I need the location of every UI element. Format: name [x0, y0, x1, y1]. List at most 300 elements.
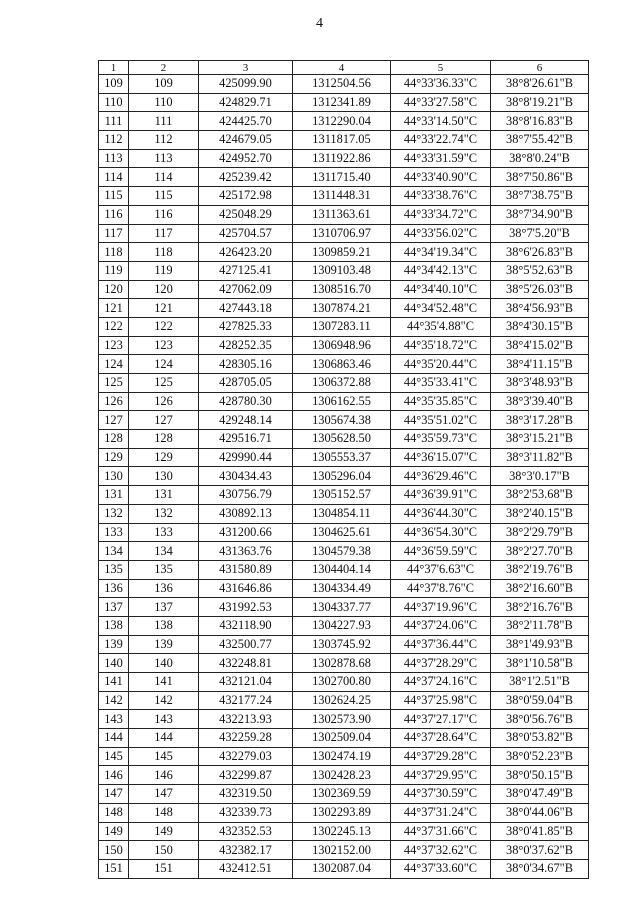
- x-coordinate-cell: 429248.14: [199, 411, 293, 430]
- point-number-cell: 131: [129, 486, 199, 505]
- table-row: [99, 729, 589, 748]
- y-coordinate-cell: 1312341.89: [293, 93, 391, 112]
- x-coordinate-cell: 432319.50: [199, 785, 293, 804]
- latitude-cell: 44°37'6.63"С: [391, 560, 491, 579]
- y-coordinate-cell: 1304854.11: [293, 504, 391, 523]
- x-coordinate-cell: 431200.66: [199, 523, 293, 542]
- x-coordinate-cell: 432382.17: [199, 841, 293, 860]
- longitude-cell: 38°8'16.83"В: [491, 112, 589, 131]
- x-coordinate-cell: 431580.89: [199, 560, 293, 579]
- row-number-cell: 134: [99, 542, 129, 561]
- table-row: [99, 673, 589, 692]
- row-number-cell: 148: [99, 803, 129, 822]
- y-coordinate-cell: 1302700.80: [293, 673, 391, 692]
- table-row: [99, 504, 589, 523]
- table-row: [99, 467, 589, 486]
- x-coordinate-cell: 432299.87: [199, 766, 293, 785]
- point-number-cell: 133: [129, 523, 199, 542]
- y-coordinate-cell: 1305628.50: [293, 430, 391, 449]
- point-number-cell: 115: [129, 187, 199, 206]
- point-number-cell: 136: [129, 579, 199, 598]
- y-coordinate-cell: 1311363.61: [293, 205, 391, 224]
- latitude-cell: 44°37'32.62"С: [391, 841, 491, 860]
- latitude-cell: 44°33'34.72"С: [391, 205, 491, 224]
- latitude-cell: 44°33'40.90"С: [391, 168, 491, 187]
- row-number-cell: 145: [99, 747, 129, 766]
- longitude-cell: 38°1'49.93"В: [491, 635, 589, 654]
- x-coordinate-cell: 432248.81: [199, 654, 293, 673]
- table-row: [99, 149, 589, 168]
- x-coordinate-cell: 431363.76: [199, 542, 293, 561]
- table-row: [99, 710, 589, 729]
- y-coordinate-cell: 1304227.93: [293, 616, 391, 635]
- point-number-cell: 114: [129, 168, 199, 187]
- y-coordinate-cell: 1306948.96: [293, 336, 391, 355]
- column-header: 2: [129, 61, 199, 75]
- table-row: [99, 243, 589, 262]
- longitude-cell: 38°2'53.68"В: [491, 486, 589, 505]
- latitude-cell: 44°36'39.91"С: [391, 486, 491, 505]
- x-coordinate-cell: 427443.18: [199, 299, 293, 318]
- latitude-cell: 44°34'40.10"С: [391, 280, 491, 299]
- point-number-cell: 140: [129, 654, 199, 673]
- point-number-cell: 109: [129, 75, 199, 94]
- x-coordinate-cell: 424829.71: [199, 93, 293, 112]
- point-number-cell: 132: [129, 504, 199, 523]
- table-row: [99, 616, 589, 635]
- row-number-cell: 115: [99, 187, 129, 206]
- y-coordinate-cell: 1307874.21: [293, 299, 391, 318]
- y-coordinate-cell: 1302428.23: [293, 766, 391, 785]
- longitude-cell: 38°4'56.93"В: [491, 299, 589, 318]
- x-coordinate-cell: 432500.77: [199, 635, 293, 654]
- longitude-cell: 38°0'34.67"В: [491, 859, 589, 878]
- latitude-cell: 44°34'52.48"С: [391, 299, 491, 318]
- point-number-cell: 111: [129, 112, 199, 131]
- table-row: [99, 598, 589, 617]
- point-number-cell: 112: [129, 131, 199, 150]
- x-coordinate-cell: 432259.28: [199, 729, 293, 748]
- point-number-cell: 120: [129, 280, 199, 299]
- y-coordinate-cell: 1309859.21: [293, 243, 391, 262]
- latitude-cell: 44°37'27.17"С: [391, 710, 491, 729]
- longitude-cell: 38°0'59.04"В: [491, 691, 589, 710]
- point-number-cell: 142: [129, 691, 199, 710]
- table-row: [99, 822, 589, 841]
- latitude-cell: 44°37'28.29"С: [391, 654, 491, 673]
- table-row: [99, 803, 589, 822]
- row-number-cell: 136: [99, 579, 129, 598]
- column-header: 5: [391, 61, 491, 75]
- latitude-cell: 44°35'35.85"С: [391, 392, 491, 411]
- point-number-cell: 151: [129, 859, 199, 878]
- y-coordinate-cell: 1304337.77: [293, 598, 391, 617]
- longitude-cell: 38°5'52.63"В: [491, 261, 589, 280]
- point-number-cell: 149: [129, 822, 199, 841]
- x-coordinate-cell: 432121.04: [199, 673, 293, 692]
- y-coordinate-cell: 1302245.13: [293, 822, 391, 841]
- latitude-cell: 44°36'29.46"С: [391, 467, 491, 486]
- row-number-cell: 122: [99, 317, 129, 336]
- row-number-cell: 112: [99, 131, 129, 150]
- point-number-cell: 124: [129, 355, 199, 374]
- latitude-cell: 44°34'42.13"С: [391, 261, 491, 280]
- table-row: [99, 747, 589, 766]
- y-coordinate-cell: 1302624.25: [293, 691, 391, 710]
- latitude-cell: 44°37'8.76"С: [391, 579, 491, 598]
- point-number-cell: 121: [129, 299, 199, 318]
- y-coordinate-cell: 1311448.31: [293, 187, 391, 206]
- y-coordinate-cell: 1302152.00: [293, 841, 391, 860]
- row-number-cell: 130: [99, 467, 129, 486]
- table-row: [99, 93, 589, 112]
- row-number-cell: 127: [99, 411, 129, 430]
- column-header: 1: [99, 61, 129, 75]
- point-number-cell: 130: [129, 467, 199, 486]
- row-number-cell: 121: [99, 299, 129, 318]
- latitude-cell: 44°37'31.24"С: [391, 803, 491, 822]
- x-coordinate-cell: 428780.30: [199, 392, 293, 411]
- table-row: [99, 430, 589, 449]
- longitude-cell: 38°7'38.75"В: [491, 187, 589, 206]
- table-row: [99, 448, 589, 467]
- latitude-cell: 44°37'33.60"С: [391, 859, 491, 878]
- row-number-cell: 110: [99, 93, 129, 112]
- longitude-cell: 38°8'19.21"В: [491, 93, 589, 112]
- table-row: [99, 224, 589, 243]
- latitude-cell: 44°33'56.02"С: [391, 224, 491, 243]
- row-number-cell: 132: [99, 504, 129, 523]
- y-coordinate-cell: 1305553.37: [293, 448, 391, 467]
- row-number-cell: 143: [99, 710, 129, 729]
- y-coordinate-cell: 1312504.56: [293, 75, 391, 94]
- y-coordinate-cell: 1305152.57: [293, 486, 391, 505]
- row-number-cell: 141: [99, 673, 129, 692]
- y-coordinate-cell: 1307283.11: [293, 317, 391, 336]
- y-coordinate-cell: 1306863.46: [293, 355, 391, 374]
- longitude-cell: 38°0'52.23"В: [491, 747, 589, 766]
- table-row: [99, 374, 589, 393]
- table-row: [99, 411, 589, 430]
- row-number-cell: 151: [99, 859, 129, 878]
- latitude-cell: 44°37'25.98"С: [391, 691, 491, 710]
- longitude-cell: 38°5'26.03"В: [491, 280, 589, 299]
- row-number-cell: 117: [99, 224, 129, 243]
- longitude-cell: 38°0'37.62"В: [491, 841, 589, 860]
- table-row: [99, 187, 589, 206]
- y-coordinate-cell: 1311817.05: [293, 131, 391, 150]
- table-row: [99, 859, 589, 878]
- row-number-cell: 144: [99, 729, 129, 748]
- row-number-cell: 114: [99, 168, 129, 187]
- y-coordinate-cell: 1302087.04: [293, 859, 391, 878]
- coordinates-table: [98, 60, 589, 879]
- table-row: [99, 355, 589, 374]
- longitude-cell: 38°7'34.90"В: [491, 205, 589, 224]
- point-number-cell: 145: [129, 747, 199, 766]
- y-coordinate-cell: 1311922.86: [293, 149, 391, 168]
- table-row: [99, 299, 589, 318]
- table-row: [99, 168, 589, 187]
- column-header: 3: [199, 61, 293, 75]
- longitude-cell: 38°3'15.21"В: [491, 430, 589, 449]
- x-coordinate-cell: 427062.09: [199, 280, 293, 299]
- longitude-cell: 38°0'41.85"В: [491, 822, 589, 841]
- longitude-cell: 38°0'56.76"В: [491, 710, 589, 729]
- y-coordinate-cell: 1302878.68: [293, 654, 391, 673]
- latitude-cell: 44°37'36.44"С: [391, 635, 491, 654]
- table-body: [99, 75, 589, 879]
- point-number-cell: 134: [129, 542, 199, 561]
- latitude-cell: 44°36'59.59"С: [391, 542, 491, 561]
- longitude-cell: 38°7'5.20"В: [491, 224, 589, 243]
- y-coordinate-cell: 1306372.88: [293, 374, 391, 393]
- point-number-cell: 141: [129, 673, 199, 692]
- latitude-cell: 44°34'19.34"С: [391, 243, 491, 262]
- latitude-cell: 44°35'18.72"С: [391, 336, 491, 355]
- latitude-cell: 44°36'54.30"С: [391, 523, 491, 542]
- y-coordinate-cell: 1308516.70: [293, 280, 391, 299]
- point-number-cell: 113: [129, 149, 199, 168]
- table-row: [99, 766, 589, 785]
- latitude-cell: 44°36'44.30"С: [391, 504, 491, 523]
- x-coordinate-cell: 430434.43: [199, 467, 293, 486]
- row-number-cell: 118: [99, 243, 129, 262]
- x-coordinate-cell: 432352.53: [199, 822, 293, 841]
- y-coordinate-cell: 1305674.38: [293, 411, 391, 430]
- x-coordinate-cell: 426423.20: [199, 243, 293, 262]
- table-row: [99, 131, 589, 150]
- longitude-cell: 38°3'39.40"В: [491, 392, 589, 411]
- longitude-cell: 38°1'2.51"В: [491, 673, 589, 692]
- longitude-cell: 38°3'11.82"В: [491, 448, 589, 467]
- row-number-cell: 131: [99, 486, 129, 505]
- column-header: 4: [293, 61, 391, 75]
- x-coordinate-cell: 430892.13: [199, 504, 293, 523]
- longitude-cell: 38°2'40.15"В: [491, 504, 589, 523]
- row-number-cell: 113: [99, 149, 129, 168]
- point-number-cell: 138: [129, 616, 199, 635]
- row-number-cell: 140: [99, 654, 129, 673]
- x-coordinate-cell: 427825.33: [199, 317, 293, 336]
- latitude-cell: 44°33'36.33"С: [391, 75, 491, 94]
- y-coordinate-cell: 1311715.40: [293, 168, 391, 187]
- table-row: [99, 579, 589, 598]
- longitude-cell: 38°1'10.58"В: [491, 654, 589, 673]
- table-row: [99, 635, 589, 654]
- latitude-cell: 44°35'4.88"С: [391, 317, 491, 336]
- longitude-cell: 38°4'11.15"В: [491, 355, 589, 374]
- longitude-cell: 38°7'50.86"В: [491, 168, 589, 187]
- y-coordinate-cell: 1302474.19: [293, 747, 391, 766]
- row-number-cell: 138: [99, 616, 129, 635]
- latitude-cell: 44°37'19.96"С: [391, 598, 491, 617]
- row-number-cell: 125: [99, 374, 129, 393]
- x-coordinate-cell: 432118.90: [199, 616, 293, 635]
- longitude-cell: 38°3'17.28"В: [491, 411, 589, 430]
- y-coordinate-cell: 1304579.38: [293, 542, 391, 561]
- longitude-cell: 38°4'15.02"В: [491, 336, 589, 355]
- longitude-cell: 38°2'16.76"В: [491, 598, 589, 617]
- x-coordinate-cell: 428705.05: [199, 374, 293, 393]
- point-number-cell: 117: [129, 224, 199, 243]
- longitude-cell: 38°2'19.76"В: [491, 560, 589, 579]
- y-coordinate-cell: 1302293.89: [293, 803, 391, 822]
- row-number-cell: 133: [99, 523, 129, 542]
- x-coordinate-cell: 432279.03: [199, 747, 293, 766]
- point-number-cell: 129: [129, 448, 199, 467]
- x-coordinate-cell: 432177.24: [199, 691, 293, 710]
- longitude-cell: 38°0'50.15"В: [491, 766, 589, 785]
- latitude-cell: 44°37'29.95"С: [391, 766, 491, 785]
- x-coordinate-cell: 425239.42: [199, 168, 293, 187]
- longitude-cell: 38°4'30.15"В: [491, 317, 589, 336]
- latitude-cell: 44°35'33.41"С: [391, 374, 491, 393]
- point-number-cell: 116: [129, 205, 199, 224]
- row-number-cell: 129: [99, 448, 129, 467]
- longitude-cell: 38°2'29.79"В: [491, 523, 589, 542]
- point-number-cell: 123: [129, 336, 199, 355]
- row-number-cell: 142: [99, 691, 129, 710]
- y-coordinate-cell: 1304334.49: [293, 579, 391, 598]
- y-coordinate-cell: 1302509.04: [293, 729, 391, 748]
- x-coordinate-cell: 431646.86: [199, 579, 293, 598]
- latitude-cell: 44°37'28.64"С: [391, 729, 491, 748]
- longitude-cell: 38°6'26.83"В: [491, 243, 589, 262]
- point-number-cell: 128: [129, 430, 199, 449]
- longitude-cell: 38°0'47.49"В: [491, 785, 589, 804]
- x-coordinate-cell: 428305.16: [199, 355, 293, 374]
- x-coordinate-cell: 430756.79: [199, 486, 293, 505]
- latitude-cell: 44°37'24.06"С: [391, 616, 491, 635]
- point-number-cell: 110: [129, 93, 199, 112]
- x-coordinate-cell: 432412.51: [199, 859, 293, 878]
- table-row: [99, 523, 589, 542]
- y-coordinate-cell: 1305296.04: [293, 467, 391, 486]
- longitude-cell: 38°0'53.82"В: [491, 729, 589, 748]
- y-coordinate-cell: 1304625.61: [293, 523, 391, 542]
- row-number-cell: 116: [99, 205, 129, 224]
- x-coordinate-cell: 428252.35: [199, 336, 293, 355]
- x-coordinate-cell: 424679.05: [199, 131, 293, 150]
- row-number-cell: 123: [99, 336, 129, 355]
- x-coordinate-cell: 432213.93: [199, 710, 293, 729]
- x-coordinate-cell: 425048.29: [199, 205, 293, 224]
- y-coordinate-cell: 1302369.59: [293, 785, 391, 804]
- point-number-cell: 143: [129, 710, 199, 729]
- row-number-cell: 128: [99, 430, 129, 449]
- x-coordinate-cell: 429516.71: [199, 430, 293, 449]
- longitude-cell: 38°0'44.06"В: [491, 803, 589, 822]
- x-coordinate-cell: 425172.98: [199, 187, 293, 206]
- point-number-cell: 122: [129, 317, 199, 336]
- point-number-cell: 148: [129, 803, 199, 822]
- row-number-cell: 135: [99, 560, 129, 579]
- row-number-cell: 120: [99, 280, 129, 299]
- latitude-cell: 44°35'20.44"С: [391, 355, 491, 374]
- latitude-cell: 44°33'31.59"С: [391, 149, 491, 168]
- table-row: [99, 317, 589, 336]
- longitude-cell: 38°8'0.24"В: [491, 149, 589, 168]
- column-header: 6: [491, 61, 589, 75]
- table-row: [99, 280, 589, 299]
- row-number-cell: 124: [99, 355, 129, 374]
- point-number-cell: 125: [129, 374, 199, 393]
- table-row: [99, 75, 589, 94]
- table-row: [99, 205, 589, 224]
- y-coordinate-cell: 1303745.92: [293, 635, 391, 654]
- x-coordinate-cell: 424952.70: [199, 149, 293, 168]
- latitude-cell: 44°37'29.28"С: [391, 747, 491, 766]
- point-number-cell: 119: [129, 261, 199, 280]
- latitude-cell: 44°33'27.58"С: [391, 93, 491, 112]
- latitude-cell: 44°35'51.02"С: [391, 411, 491, 430]
- y-coordinate-cell: 1312290.04: [293, 112, 391, 131]
- table-row: [99, 560, 589, 579]
- point-number-cell: 139: [129, 635, 199, 654]
- point-number-cell: 126: [129, 392, 199, 411]
- longitude-cell: 38°3'48.93"В: [491, 374, 589, 393]
- table-row: [99, 112, 589, 131]
- table-row: [99, 486, 589, 505]
- y-coordinate-cell: 1302573.90: [293, 710, 391, 729]
- latitude-cell: 44°37'31.66"С: [391, 822, 491, 841]
- x-coordinate-cell: 424425.70: [199, 112, 293, 131]
- x-coordinate-cell: 431992.53: [199, 598, 293, 617]
- row-number-cell: 139: [99, 635, 129, 654]
- table-row: [99, 336, 589, 355]
- row-number-cell: 126: [99, 392, 129, 411]
- page-number: 4: [316, 16, 323, 31]
- y-coordinate-cell: 1304404.14: [293, 560, 391, 579]
- row-number-cell: 146: [99, 766, 129, 785]
- table-row: [99, 654, 589, 673]
- latitude-cell: 44°37'30.59"С: [391, 785, 491, 804]
- row-number-cell: 147: [99, 785, 129, 804]
- table-row: [99, 261, 589, 280]
- x-coordinate-cell: 425099.90: [199, 75, 293, 94]
- y-coordinate-cell: 1306162.55: [293, 392, 391, 411]
- longitude-cell: 38°2'11.78"В: [491, 616, 589, 635]
- table-row: [99, 691, 589, 710]
- latitude-cell: 44°36'15.07"С: [391, 448, 491, 467]
- x-coordinate-cell: 432339.73: [199, 803, 293, 822]
- latitude-cell: 44°33'38.76"С: [391, 187, 491, 206]
- row-number-cell: 137: [99, 598, 129, 617]
- longitude-cell: 38°3'0.17"В: [491, 467, 589, 486]
- longitude-cell: 38°2'16.60"В: [491, 579, 589, 598]
- point-number-cell: 127: [129, 411, 199, 430]
- x-coordinate-cell: 427125.41: [199, 261, 293, 280]
- row-number-cell: 149: [99, 822, 129, 841]
- point-number-cell: 150: [129, 841, 199, 860]
- longitude-cell: 38°7'55.42"В: [491, 131, 589, 150]
- point-number-cell: 118: [129, 243, 199, 262]
- latitude-cell: 44°37'24.16"С: [391, 673, 491, 692]
- latitude-cell: 44°33'22.74"С: [391, 131, 491, 150]
- row-number-cell: 109: [99, 75, 129, 94]
- table-row: [99, 542, 589, 561]
- row-number-cell: 111: [99, 112, 129, 131]
- latitude-cell: 44°33'14.50"С: [391, 112, 491, 131]
- table-row: [99, 841, 589, 860]
- longitude-cell: 38°2'27.70"В: [491, 542, 589, 561]
- table-row: [99, 785, 589, 804]
- point-number-cell: 147: [129, 785, 199, 804]
- row-number-cell: 119: [99, 261, 129, 280]
- point-number-cell: 146: [129, 766, 199, 785]
- latitude-cell: 44°35'59.73"С: [391, 430, 491, 449]
